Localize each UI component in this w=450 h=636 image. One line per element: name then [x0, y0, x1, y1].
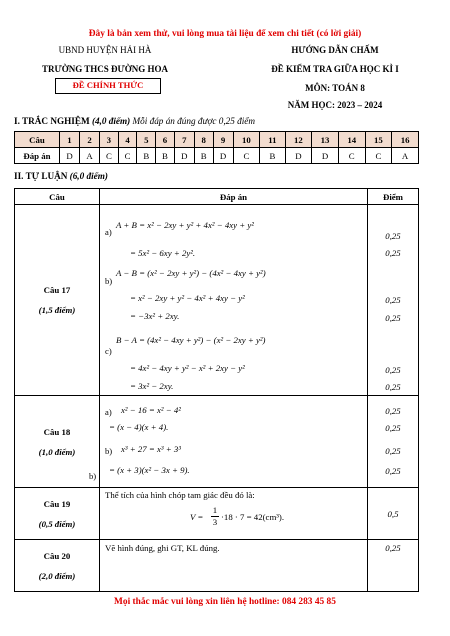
score: 0,25 [385, 466, 401, 476]
q19-label: Câu 19 [43, 498, 71, 509]
mc-a: C [338, 148, 365, 164]
mc-q: 1 [60, 132, 80, 148]
mc-a: B [156, 148, 175, 164]
mc-row-label-q: Câu [15, 132, 60, 148]
mc-q: 13 [312, 132, 339, 148]
mc-q: 2 [80, 132, 100, 148]
q18-score-cell [368, 396, 419, 488]
mc-a: B [260, 148, 285, 164]
q17a-line2: = 5x² − 6xy + 2y². [130, 248, 196, 258]
mc-question-row [15, 132, 419, 148]
section2-heading [14, 171, 108, 181]
q17-label-cell [15, 205, 100, 396]
header-left-line2: TRƯỜNG THCS ĐƯỜNG HOA [42, 64, 168, 74]
score: 0,25 [385, 295, 401, 305]
q17-row [15, 205, 419, 396]
mc-q: 10 [233, 132, 260, 148]
q18a-label: a) [105, 407, 112, 417]
mc-answer-row [15, 148, 419, 164]
score: 0,25 [385, 365, 401, 375]
q19-formula-left: V = [190, 512, 204, 522]
section1-points: (4,0 điểm) [91, 116, 131, 126]
header-left-line1: UBND HUYỆN HẢI HÀ [58, 45, 152, 55]
essay-head-row [15, 189, 419, 205]
header-right-line1: HƯỚNG DẪN CHẤM [291, 45, 379, 55]
section1-title: I. TRẮC NGHIỆM [14, 116, 90, 126]
q17-points: (1,5 điểm) [38, 305, 76, 315]
mc-q: 9 [213, 132, 233, 148]
col-answer: Đáp án [100, 189, 368, 205]
q17-answer-cell [100, 205, 368, 396]
q18-b-extra-label: b) [89, 471, 97, 481]
mc-q: 11 [260, 132, 285, 148]
q18-label: Câu 18 [43, 426, 71, 437]
score: 0,25 [385, 423, 401, 433]
q19-label-cell [15, 488, 100, 540]
score: 0,25 [385, 382, 401, 392]
q19-text: Thể tích của hình chóp tam giác đều đó là: [105, 490, 255, 500]
q20-row [15, 540, 419, 592]
score: 0,25 [385, 231, 401, 241]
official-stamp: ĐỀ CHÍNH THỨC [55, 78, 161, 94]
mc-a: C [233, 148, 260, 164]
score: 0,25 [385, 446, 401, 456]
q19-row [15, 488, 419, 540]
q17c-line3: = 3x² − 2xy. [130, 381, 174, 391]
mc-a: A [80, 148, 100, 164]
q17b-line1: A − B = (x² − 2xy + y²) − (4x² − 4xy + y²) [116, 268, 266, 278]
q18b-label: b) [105, 446, 113, 456]
q20-text: Vẽ hình đúng, ghi GT, KL đúng. [105, 543, 220, 553]
q18b-line2: = (x + 3)(x² − 3x + 9). [109, 465, 190, 475]
col-score: Điểm [368, 189, 419, 205]
q17c-line1: B − A = (4x² − 4xy + y²) − (x² − 2xy + y²) [116, 335, 266, 345]
q17-score-cell [368, 205, 419, 396]
essay-answer-table [14, 188, 419, 592]
q17b-line3: = −3x² + 2xy. [130, 311, 180, 321]
q17b-line2: = x² − 2xy + y² − 4x² + 4xy − y² [130, 293, 245, 303]
mc-q: 4 [118, 132, 137, 148]
q18-points: (1,0 điểm) [38, 446, 76, 457]
q18a-line1: x² − 16 = x² − 4² [121, 405, 181, 415]
q18-answer-cell [100, 396, 368, 488]
header-right-line2: ĐỀ KIỂM TRA GIỮA HỌC KÌ I [271, 64, 399, 74]
q19-points: (0,5 điểm) [38, 518, 76, 529]
q19-frac-num: 1 [212, 505, 218, 515]
q18a-line2: = (x − 4)(x + 4). [109, 422, 169, 432]
q18-label-cell [15, 396, 100, 488]
mc-q: 3 [100, 132, 119, 148]
q19-score-cell [368, 488, 419, 540]
section1-note: Mỗi đáp án đúng được 0,25 điểm [132, 116, 255, 126]
mc-q: 7 [174, 132, 194, 148]
mc-a: D [213, 148, 233, 164]
mc-q: 12 [285, 132, 312, 148]
score: 0,25 [385, 248, 401, 258]
score: 0,25 [385, 313, 401, 323]
mc-q: 5 [137, 132, 156, 148]
mc-a: A [392, 148, 419, 164]
q19-answer-cell [100, 488, 368, 540]
mc-q: 6 [156, 132, 175, 148]
mc-a: C [365, 148, 392, 164]
header-right-line3: MÔN: TOÁN 8 [305, 83, 365, 93]
mc-q: 16 [392, 132, 419, 148]
section2-points: (6,0 điểm) [69, 171, 108, 181]
q17-label: Câu 17 [43, 285, 71, 295]
score: 0,25 [385, 406, 401, 416]
q19-formula-right: ·18 · 7 = 42(cm³). [221, 512, 285, 522]
header-right-line4: NĂM HỌC: 2023 – 2024 [287, 100, 383, 110]
mc-q: 15 [365, 132, 392, 148]
q17a-label: a) [105, 227, 112, 237]
q20-points: (2,0 điểm) [38, 570, 76, 581]
mc-q: 8 [194, 132, 213, 148]
mc-a: C [100, 148, 119, 164]
mc-q: 14 [338, 132, 365, 148]
col-question: Câu [15, 189, 100, 205]
mc-a: D [60, 148, 80, 164]
score: 0,5 [387, 508, 399, 519]
q17a-line1: A + B = x² − 2xy + y² + 4x² − 4xy + y² [116, 220, 254, 230]
mc-answer-table [14, 131, 419, 164]
section1-heading [14, 116, 255, 126]
mc-a: D [285, 148, 312, 164]
q17c-label: c) [105, 346, 112, 356]
mc-a: B [137, 148, 156, 164]
q18b-line1: x³ + 27 = x³ + 3³ [121, 444, 181, 454]
q17b-label: b) [105, 276, 113, 286]
preview-banner: Đây là bản xem thử, vui lòng mua tài liệu để xem chi tiết (có lời giải) [88, 29, 362, 39]
section2-title: II. TỰ LUẬN [14, 171, 68, 181]
q20-label-cell [15, 540, 100, 592]
mc-row-label-a: Đáp án [15, 148, 60, 164]
q17c-line2: = 4x² − 4xy + y² − x² + 2xy − y² [130, 363, 245, 373]
q20-score-cell [368, 540, 419, 592]
mc-a: D [312, 148, 339, 164]
mc-a: C [118, 148, 137, 164]
q19-frac-den: 3 [212, 517, 218, 527]
mc-a: D [174, 148, 194, 164]
hotline-footer: Mọi thắc mắc vui lòng xin liên hệ hotline: 084 283 45 85 [114, 597, 336, 607]
q20-answer-cell [100, 540, 368, 592]
q20-label: Câu 20 [43, 550, 71, 561]
score: 0,25 [385, 543, 401, 553]
q18-row [15, 396, 419, 488]
mc-a: B [194, 148, 213, 164]
